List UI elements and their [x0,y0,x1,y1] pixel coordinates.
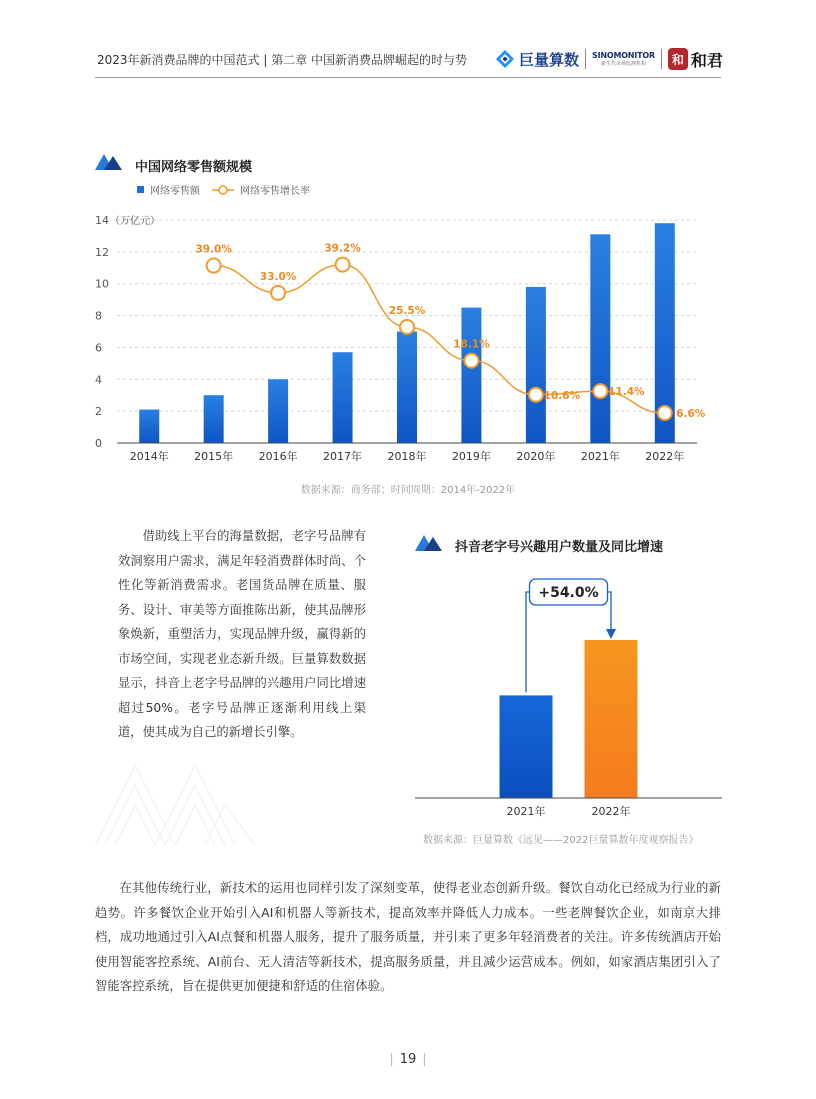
hejun-seal-icon: 和 [668,48,688,70]
growth-rate-point [658,406,672,420]
hejun-logo [668,48,723,71]
header-logos [495,44,723,74]
growth-annotation: +54.0% [538,585,599,601]
x-tick-label: 2017年 [323,450,363,463]
page-number-value: 19 [399,1052,417,1067]
y-tick-label: 0 [95,437,102,450]
growth-rate-point [464,354,478,368]
x-tick-label: 2015年 [194,450,234,463]
header-title: 2023年新消费品牌的中国范式 | 第二章 中国新消费品牌崛起的时与势 [97,53,468,67]
sinomonitor-logo-subtext: 新生代市场监测机构 [600,60,646,67]
y-tick-label: 10 [95,277,109,291]
arrow-head-icon [606,629,616,639]
growth-rate-point [336,258,350,272]
logo-separator [661,49,662,69]
x-tick-label: 2021年 [580,450,620,463]
sinomonitor-logo [592,52,655,67]
page-number-bar: | [422,1052,427,1067]
bar-2018年 [397,332,417,444]
bar-2019年 [461,308,481,443]
bar-2015年 [204,395,224,443]
y-tick-label: 6 [95,341,102,355]
x-tick-label: 2021年 [506,805,546,818]
legend-line-swatch [212,185,234,195]
growth-rate-label: 18.1% [453,338,490,351]
legend-bar-label: 网络零售额 [150,186,200,197]
bar-2022年 [585,640,638,798]
legend-bar-swatch [137,186,144,193]
juliang-mark-icon [495,49,515,69]
y-tick-label: 2 [95,405,102,419]
growth-rate-point [271,286,285,300]
growth-rate-label: 25.5% [388,304,426,317]
paragraph-1: 借助线上平台的海量数据，老字号品牌有效洞察用户需求，满足年轻消费群体时尚、个性化等新消费需求。老国货品牌在质量、服务、设计、审美等方面推陈出新，使其品牌形象焕新，重塑活力，实现品牌升级，赢得新的市场空间，实现老业态新升级。巨量算数数据显示，抖音上老字号品牌的兴趣用户同比增速超过50%。老字号品牌正逐渐利用线上渠道，使其成为自己的新增长引擎。 [118,529,366,739]
chart1-legend [137,182,310,197]
y-tick-label: 4 [95,373,102,387]
section-mark-icon [95,152,127,170]
retail-sales-chart [0,205,816,470]
x-tick-label: 2019年 [451,450,491,463]
x-tick-label: 2020年 [516,450,556,463]
x-tick-label: 2014年 [129,450,169,463]
bar-2017年 [333,352,353,443]
growth-rate-point [400,320,414,334]
header-divider [95,77,721,78]
growth-rate-label: 33.0% [259,270,297,283]
growth-rate-label: 39.2% [324,242,361,255]
section-mark-icon [415,533,447,551]
growth-rate-point [207,259,221,273]
bar-2014年 [139,410,159,443]
legend-line-label: 网络零售增长率 [240,186,310,197]
chart2-title: 抖音老字号兴趣用户数量及同比增速 [455,540,664,555]
growth-rate-label: 10.6% [543,389,581,402]
growth-rate-label: 6.6% [676,407,706,420]
chart1-title: 中国网络零售额规模 [135,160,253,175]
chart1-source: 数据来源：商务部；时间周期：2014年-2022年 [300,485,516,496]
bar-2021年 [590,234,610,443]
y-tick-label: 8 [95,309,102,323]
y-tick-label: 12 [95,245,109,259]
x-tick-label: 2016年 [258,450,298,463]
douyin-users-chart [400,570,740,825]
x-tick-label: 2018年 [387,450,427,463]
growth-rate-point [529,388,543,402]
growth-rate-label: 11.4% [608,386,645,399]
sinomonitor-logo-text: SINOMONITOR [592,50,655,60]
watermark-mountain-icon [95,765,255,845]
y-tick-label: 14 [95,214,109,227]
bar-2021年 [500,695,553,798]
page-number-bar: | [389,1052,394,1067]
page-number [0,1052,816,1067]
y-axis-unit: （万亿元） [110,216,160,227]
paragraph-2: 在其他传统行业，新技术的运用也同样引发了深刻变革，使得老业态创新升级。餐饮自动化已经成为行业的新趋势。许多餐饮企业开始引入AI和机器人等新技术，提高效率并降低人力成本。一些老牌餐饮企业，如南京大排档，成功地通过引入AI点餐和机器人服务，提升了服务质量，并引来了更多年轻消费者的关注。许多传统酒店开始使用智能客控系统、AI前台、无人清洁等新技术，提高服务质量，并且减少运营成本。例如，如家酒店集团引入了智能客控系统，旨在提供更加便捷和舒适的住宿体验。 [95,881,721,993]
growth-rate-label: 39.0% [195,243,232,256]
bar-2020年 [526,287,546,443]
hejun-logo-text: 和君 [690,50,723,70]
juliang-logo-text: 巨量算数 [519,50,580,69]
x-tick-label: 2022年 [591,805,631,818]
x-tick-label: 2022年 [645,450,685,463]
bar-2016年 [268,379,288,443]
logo-separator [585,49,586,69]
chart2-source: 数据来源：巨量算数《远见——2022巨量算数年度观察报告》 [423,835,699,846]
juliang-logo [495,49,579,70]
growth-rate-point [593,384,607,398]
